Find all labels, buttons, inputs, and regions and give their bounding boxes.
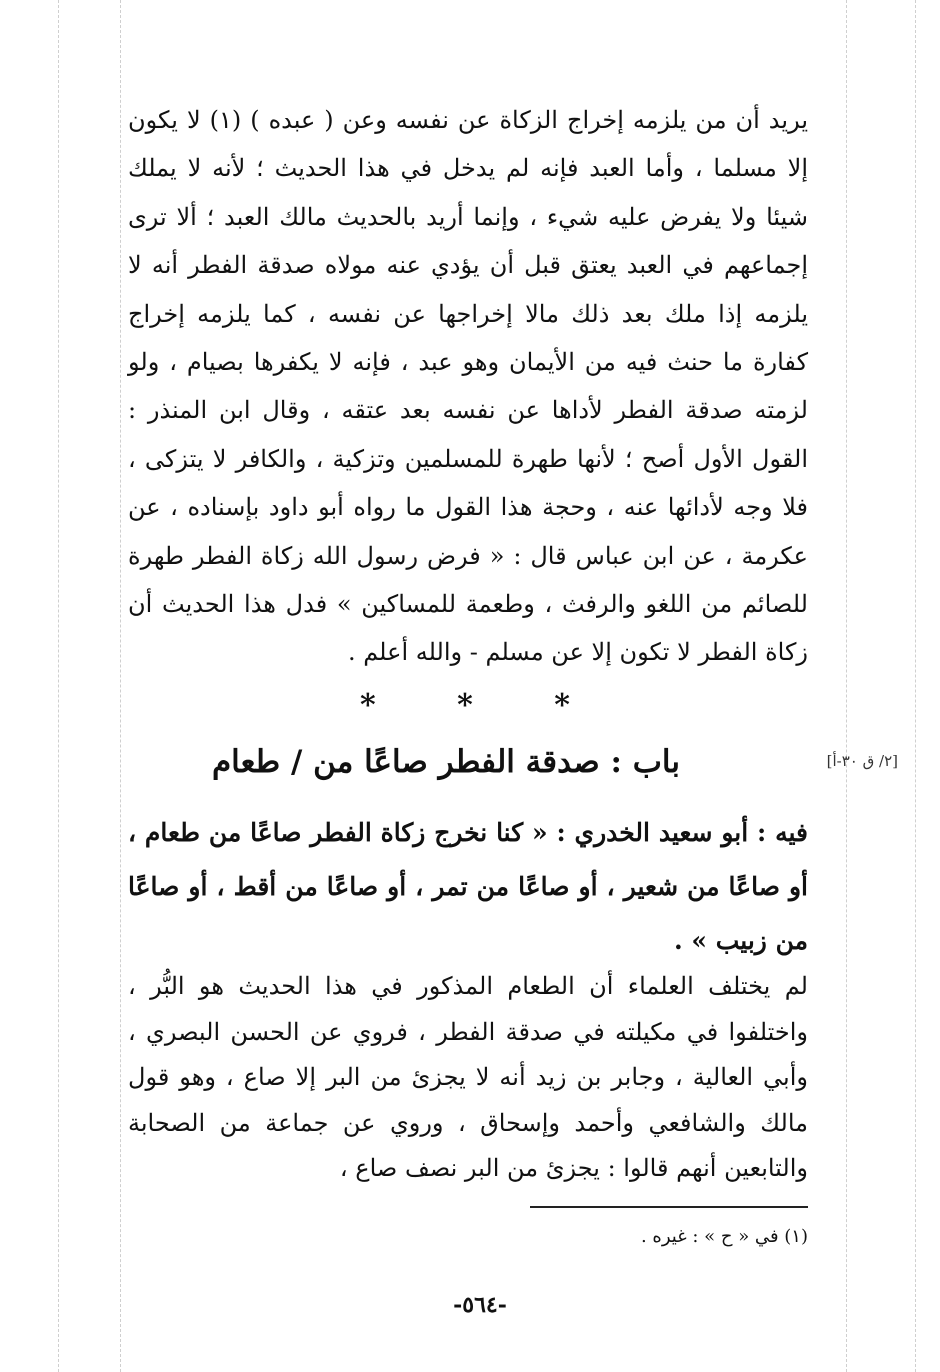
scan-guide-line — [915, 0, 916, 1372]
paragraph-text: يريد أن من يلزمه إخراج الزكاة عن نفسه وعن ( عبده ) (١) لا يكون إلا مسلما ، وأما العبد فإنه لم يدخل في هذا الحديث ؛ لأنه لا يملك شيئا ولا يفرض عليه شيء ، وإنما أريد بالحديث مالك العبد ؛ ألا ترى إجماعهم في العبد يعتق قبل أن يؤدي عنه مولاه صدقة الفطر أنه لا يلزمه إذا ملك بعد ذلك مالا إخراجها عن نفسه ، كما يلزمه إخراج كفارة ما حنث فيه من الأيمان وهو عبد ، فإنه لا يكفرها بصيام ، ولو لزمته صدقة الفطر لأداها عن نفسه بعد عتقه ، وقال ابن المنذر : القول الأول أصح ؛ لأنها طهرة للمسلمين وتزكية ، والكافر لا يتزكى ، فلا وجه لأدائها عنه ، وحجة هذا القول ما رواه أبو داود بإسناده ، عن عكرمة ، عن ابن عباس قال : « فرض رسول الله زكاة الفطر طهرة للصائم من اللغو والرفث ، وطعمة للمساكين » فدل هذا الحديث أن زكاة الفطر لا تكون إلا عن مسلم - والله أعلم . — [128, 106, 809, 667]
scan-guide-line — [120, 0, 121, 1372]
hadith-block — [128, 806, 808, 968]
footnote-separator — [530, 1206, 808, 1208]
asterisk: * — [457, 688, 473, 723]
asterisk: * — [360, 688, 376, 723]
scan-guide-line — [58, 0, 59, 1372]
asterisk: * — [554, 688, 570, 723]
page-number: -٥٦٤- — [453, 1292, 507, 1318]
footnote: (١) في « ح » : غيره . — [640, 1226, 808, 1247]
body-paragraph-2 — [128, 964, 808, 1192]
chapter-title: باب : صدقة الفطر صاعًا من / طعام — [211, 744, 680, 780]
scan-guide-line — [846, 0, 847, 1372]
manuscript-margin-note: [٢/ ق ٣٠-أ] — [826, 752, 898, 770]
paragraph-text: لم يختلف العلماء أن الطعام المذكور في هذا الحديث هو البُّر ، واختلفوا في مكيلته في صدقة الفطر ، فروي عن الحسن البصري ، وأبي العالية ، وجابر بن زيد أنه لا يجزئ من البر إلا صاع ، وهو قول مالك والشافعي وأحمد وإسحاق ، وروي عن جماعة من الصحابة والتابعين أنهم قالوا : يجزئ من البر نصف صاع ، — [128, 972, 808, 1182]
hadith-text: فيه : أبو سعيد الخدري : « كنا نخرج زكاة الفطر صاعًا من طعام ، أو صاعًا من شعير ، أو صاعًا من تمر ، أو صاعًا من أقط ، أو صاعًا من زبيب » . — [128, 818, 808, 955]
body-paragraph-1 — [128, 96, 808, 677]
section-separator — [360, 688, 570, 723]
